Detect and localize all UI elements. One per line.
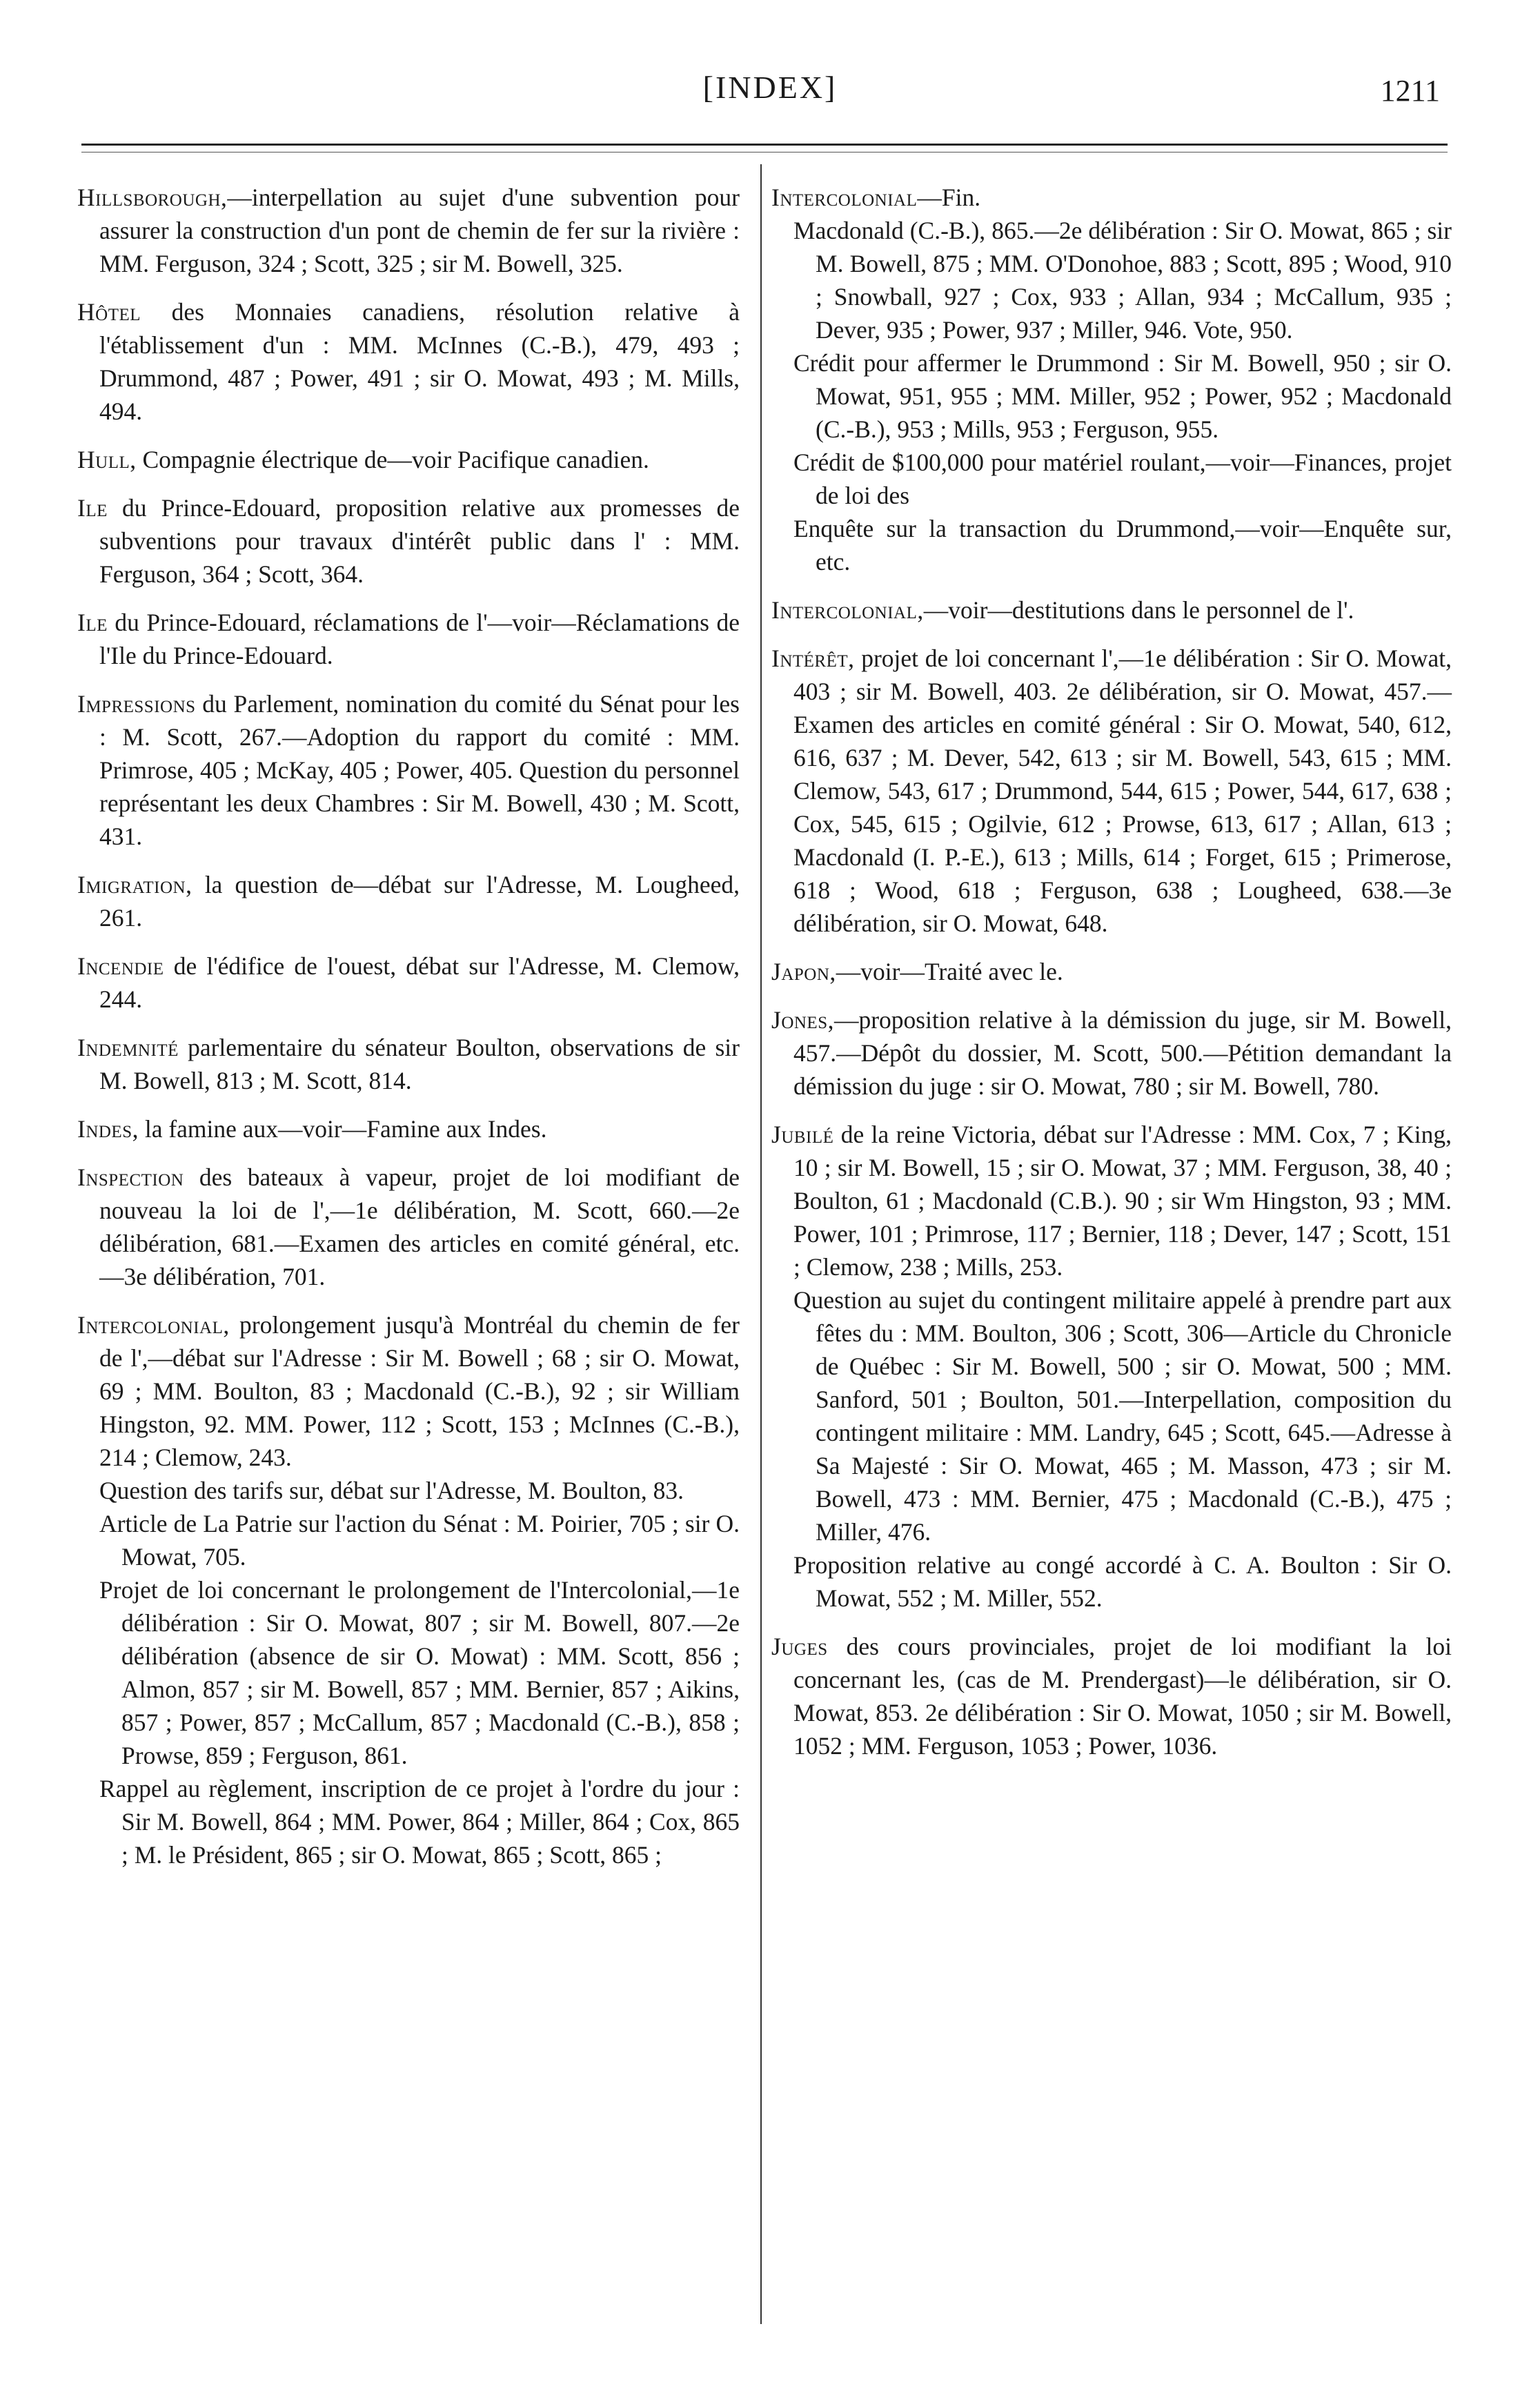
index-subentry: Projet de loi concernant le prolongement de l'Intercolonial,—1e délibération : Sir O. Mowat, 807 ; sir M. Bowell, 807.—2e délibération (absence de sir O. Mowat) : MM. Scott, 856 ; Almon, 857 ; sir M. Bowell, 857 ; MM. Bernier, 857 ; Aikins, 857 ; Power, 857 ; McCallum, 857 ; Macdonald (C.-B.), 858 ; Prowse, 859 ; Ferguson, 861. [99, 1576, 740, 1769]
right-column [771, 181, 1452, 1778]
index-term: Indemnité [77, 1034, 179, 1061]
index-entry-text: de l'édifice de l'ouest, débat sur l'Adresse, M. Clemow, 244. [99, 952, 740, 1013]
index-entry [77, 1112, 740, 1145]
index-entry-text: du Prince-Edouard, proposition relative aux promesses de subventions pour travaux d'intérêt public dans l' : MM. Ferguson, 364 ; Scott, 364. [99, 494, 740, 588]
index-entry [771, 181, 1452, 214]
index-term: Intercolonial, [771, 596, 924, 624]
index-entry [77, 1031, 740, 1097]
header-rule [81, 144, 1448, 146]
index-subentry: Rappel au règlement, inscription de ce projet à l'ordre du jour : Sir M. Bowell, 864 ; MM. Power, 864 ; Miller, 864 ; Cox, 865 ; M. le Président, 865 ; sir O. Mowat, 865 ; Scott, 865 ; [99, 1775, 740, 1869]
index-subentry: Enquête sur la transaction du Drummond,—voir—Enquête sur, etc. [793, 515, 1452, 575]
page-number: 1211 [1380, 74, 1440, 108]
index-term: Ile [77, 609, 108, 636]
index-entry [77, 1308, 740, 1474]
index-term: Hôtel [77, 298, 141, 326]
index-entry-text: du Prince-Edouard, réclamations de l'—voir—Réclamations de l'Ile du Prince-Edouard. [99, 609, 740, 669]
index-term: Ile [77, 494, 108, 522]
index-entry [77, 491, 740, 591]
index-entry-text: —proposition relative à la démission du juge, sir M. Bowell, 457.—Dépôt du dossier, M. Scott, 500.—Pétition demandant la démission du juge : sir O. Mowat, 780 ; sir M. Bowell, 780. [793, 1006, 1452, 1100]
index-subentry: Question des tarifs sur, débat sur l'Adresse, M. Boulton, 83. [99, 1477, 684, 1504]
index-term: Juges [771, 1633, 828, 1660]
page-header [0, 63, 1540, 119]
index-entry [77, 295, 740, 428]
index-term: Intérêt, [771, 645, 855, 672]
index-entry-text: la question de—débat sur l'Adresse, M. Lougheed, 261. [99, 871, 740, 932]
index-term: Japon, [771, 958, 836, 985]
header-title: [INDEX] [702, 70, 838, 105]
index-entry [77, 868, 740, 934]
index-term: Impressions [77, 690, 196, 718]
index-entry [771, 593, 1452, 627]
index-term: Intercolonial [771, 184, 918, 211]
index-term: Jubilé [771, 1121, 834, 1148]
index-entry [771, 1003, 1452, 1103]
index-entry [77, 949, 740, 1016]
index-entry-text: prolongement jusqu'à Montréal du chemin de fer de l',—débat sur l'Adresse : Sir M. Bowell ; 68 ; sir O. Mowat, 69 ; MM. Boulton, 83 ; Macdonald (C.-B.), 92 ; sir William Hingston, 92. MM. Power, 112 ; Scott, 153 ; McInnes (C.-B.), 214 ; Clemow, 243. [99, 1311, 740, 1471]
index-term: Jones, [771, 1006, 834, 1034]
index-subentry: Article de La Patrie sur l'action du Sénat : M. Poirier, 705 ; sir O. Mowat, 705. [99, 1510, 740, 1571]
index-term: Hull, [77, 446, 137, 473]
index-entry [77, 1161, 740, 1293]
index-subentry: Crédit de $100,000 pour matériel roulant,—voir—Finances, projet de loi des [793, 449, 1452, 509]
index-term: Hillsborough, [77, 184, 228, 211]
index-entry-text: la famine aux—voir—Famine aux Indes. [138, 1115, 547, 1143]
index-subentry: Question au sujet du contingent militaire appelé à prendre part aux fêtes du : MM. Boulton, 306 ; Scott, 306—Article du Chronicle de Québec : Sir M. Bowell, 500 ; sir O. Mowat, 500 ; MM. Sanford, 501 ; Boulton, 501.—Interpellation, composition du contingent militaire : MM. Landry, 645 ; Scott, 645.—Adresse à Sa Majesté : Sir O. Mowat, 465 ; M. Masson, 473 ; sir M. Bowell, 473 : MM. Bernier, 475 ; Macdonald (C.-B.), 475 ; Miller, 476. [793, 1286, 1452, 1546]
index-entry [771, 1118, 1452, 1283]
index-term: Indes, [77, 1115, 139, 1143]
index-entry-text: —voir—destitutions dans le personnel de l'. [923, 596, 1354, 624]
index-term: Imigration, [77, 871, 192, 898]
index-entry-text: des Monnaies canadiens, résolution relative à l'établissement d'un : MM. McInnes (C.-B.), 479, 493 ; Drummond, 487 ; Power, 491 ; sir O. Mowat, 493 ; M. Mills, 494. [99, 298, 740, 425]
left-column [77, 181, 740, 1887]
index-entry [771, 642, 1452, 940]
index-entry [77, 687, 740, 853]
index-entry-text: parlementaire du sénateur Boulton, observations de sir M. Bowell, 813 ; M. Scott, 814. [99, 1034, 740, 1094]
index-entry-text: des bateaux à vapeur, projet de loi modifiant de nouveau la loi de l',—1e délibération, M. Scott, 660.—2e délibération, 681.—Examen des articles en comité général, etc.—3e délibération, 701. [99, 1163, 740, 1290]
index-entry [771, 955, 1452, 988]
column-divider [760, 164, 762, 2324]
index-entry-text: projet de loi concernant l',—1e délibération : Sir O. Mowat, 403 ; sir M. Bowell, 403. 2e délibération, sir O. Mowat, 457.—Examen des articles en comité général : Sir O. Mowat, 540, 612, 616, 637 ; M. Dever, 542, 613 ; sir M. Bowell, 543, 615 ; MM. Clemow, 543, 617 ; Drummond, 544, 615 ; Power, 544, 617, 638 ; Cox, 545, 615 ; Ogilvie, 612 ; Prowse, 613, 617 ; Allan, 613 ; Macdonald (I. P.-E.), 613 ; Mills, 614 ; Forget, 615 ; Primerose, 618 ; Wood, 618 ; Ferguson, 638 ; Lougheed, 638.—3e délibération, sir O. Mowat, 648. [793, 645, 1452, 937]
index-entry-text: —Fin. [917, 184, 981, 211]
index-subentry: Crédit pour affermer le Drummond : Sir M. Bowell, 950 ; sir O. Mowat, 951, 955 ; MM. Miller, 952 ; Power, 952 ; Macdonald (C.-B.), 953 ; Mills, 953 ; Ferguson, 955. [793, 349, 1452, 443]
index-entry [77, 443, 740, 476]
index-entry-text: —voir—Traité avec le. [836, 958, 1063, 985]
index-term: Inspection [77, 1163, 184, 1191]
index-term: Intercolonial, [77, 1311, 230, 1339]
index-entry-text: des cours provinciales, projet de loi modifiant la loi concernant les, (cas de M. Prendergast)—le délibération, sir O. Mowat, 853. 2e délibération : Sir O. Mowat, 1050 ; sir M. Bowell, 1052 ; MM. Ferguson, 1053 ; Power, 1036. [793, 1633, 1452, 1760]
index-subentry: Macdonald (C.-B.), 865.—2e délibération : Sir O. Mowat, 865 ; sir M. Bowell, 875 ; MM. O'Donohoe, 883 ; Scott, 895 ; Wood, 910 ; Snowball, 927 ; Cox, 933 ; Allan, 934 ; McCallum, 935 ; Dever, 935 ; Power, 937 ; Miller, 946. Vote, 950. [793, 217, 1452, 344]
index-entry [77, 606, 740, 672]
index-entry-text: de la reine Victoria, débat sur l'Adresse : MM. Cox, 7 ; King, 10 ; sir M. Bowell, 15 ; sir O. Mowat, 37 ; MM. Ferguson, 38, 40 ; Boulton, 61 ; Macdonald (C.B.). 90 ; sir Wm Hingston, 93 ; MM. Power, 101 ; Primrose, 117 ; Bernier, 118 ; Dever, 147 ; Scott, 151 ; Clemow, 238 ; Mills, 253. [793, 1121, 1452, 1281]
index-subentry: Proposition relative au congé accordé à C. A. Boulton : Sir O. Mowat, 552 ; M. Miller, 552. [793, 1551, 1452, 1612]
index-term: Incendie [77, 952, 164, 980]
index-entry [77, 181, 740, 280]
index-entry-text: Compagnie électrique de—voir Pacifique canadien. [136, 446, 649, 473]
index-entry-text: —interpellation au sujet d'une subvention pour assurer la construction d'un pont de chemin de fer sur la rivière : MM. Ferguson, 324 ; Scott, 325 ; sir M. Bowell, 325. [99, 184, 740, 277]
index-entry-text: du Parlement, nomination du comité du Sénat pour les : M. Scott, 267.—Adoption du rapport du comité : MM. Primrose, 405 ; McKay, 405 ; Power, 405. Question du personnel représentant les deux Chambres : Sir M. Bowell, 430 ; M. Scott, 431. [99, 690, 740, 850]
index-entry [771, 1630, 1452, 1762]
